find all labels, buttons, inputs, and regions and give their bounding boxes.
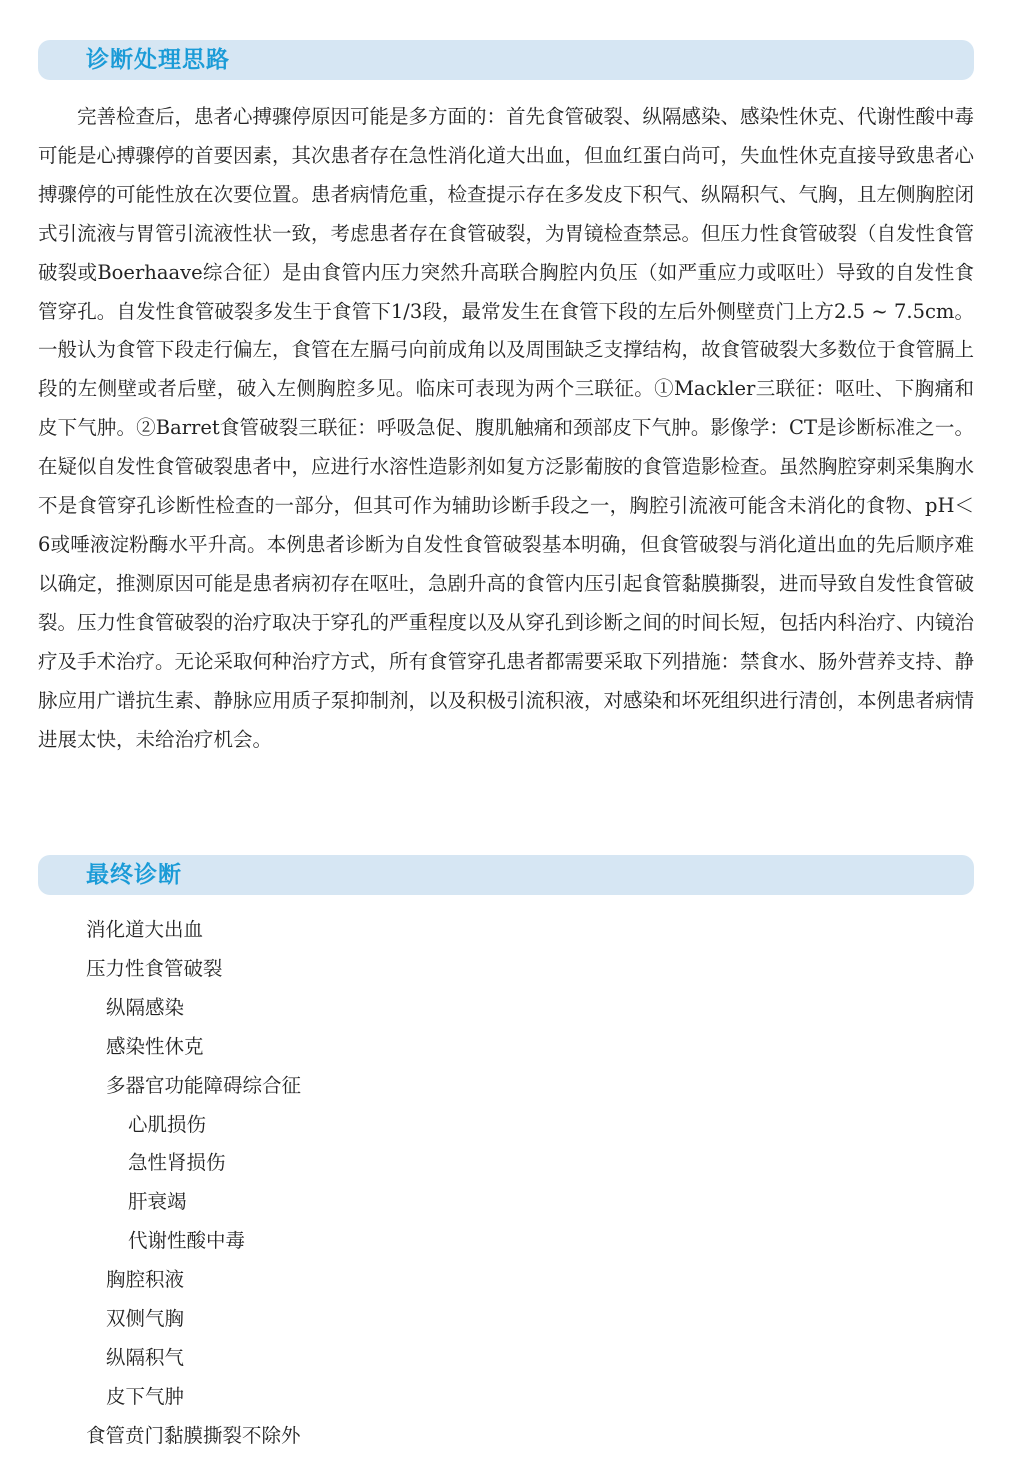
diagnosis-item: 急性肾损伤 <box>128 1151 226 1175</box>
diagnosis-item: 纵隔感染 <box>106 995 185 1019</box>
diagnosis-item: 心肌损伤 <box>128 1112 207 1136</box>
diagnosis-item: 压力性食管破裂 <box>86 956 223 980</box>
diagnosis-item: 食管贲门黏膜撕裂不除外 <box>86 1423 301 1447</box>
final-diagnosis-list <box>0 911 301 1456</box>
diagnosis-item: 代谢性酸中毒 <box>128 1229 246 1253</box>
diagnosis-item: 多器官功能障碍综合征 <box>106 1073 302 1097</box>
diagnosis-item: 双侧气胸 <box>106 1307 185 1331</box>
section-header-final-diagnosis <box>38 855 974 895</box>
diagnosis-item: 纵隔积气 <box>106 1345 185 1369</box>
diagnosis-item: 肝衰竭 <box>128 1190 187 1214</box>
diagnosis-item: 感染性休克 <box>106 1034 204 1058</box>
section-title: 诊断处理思路 <box>86 47 230 73</box>
analysis-paragraph: 完善检查后，患者心搏骤停原因可能是多方面的：首先食管破裂、纵隔感染、感染性休克、代谢性酸中毒可能是心搏骤停的首要因素，其次患者存在急性消化道大出血，但血红蛋白尚可，失血性休克直接导致患者心搏骤停的可能性放在次要位置。患者病情危重，检查提示存在多发皮下积气、纵隔积气、气胸，且左侧胸腔闭式引流液与胃管引流液性状一致，考虑患者存在食管破裂，为胃镜检查禁忌。但压力性食管破裂（自发性食管破裂或Boerhaave综合征）是由食管内压力突然升高联合胸腔内负压（如严重应力或呕吐）导致的自发性食管穿孔。自发性食管破裂多发生于食管下1/3段，最常发生在食管下段的左后外侧壁贲门上方2.5 ~ 7.5cm。一般认为食管下段走行偏左，食管在左膈弓向前成角以及周围缺乏支撑结构，故食管破裂大多数位于食管膈上段的左侧壁或者后壁，破入左侧胸腔多见。临床可表现为两个三联征。①Mackler三联征：呕吐、下胸痛和皮下气肿。②Barret食管破裂三联征：呼吸急促、腹肌触痛和颈部皮下气肿。影像学：CT是诊断标准之一。在疑似自发性食管破裂患者中，应进行水溶性造影剂如复方泛影葡胺的食管造影检查。虽然胸腔穿刺采集胸水不是食管穿孔诊断性检查的一部分，但其可作为辅助诊断手段之一，胸腔引流液可能含未消化的食物、pH＜6或唾液淀粉酶水平升高。本例患者诊断为自发性食管破裂基本明确，但食管破裂与消化道出血的先后顺序难以确定，推测原因可能是患者病初存在呕吐，急剧升高的食管内压引起食管黏膜撕裂，进而导致自发性食管破裂。压力性食管破裂的治疗取决于穿孔的严重程度以及从穿孔到诊断之间的时间长短，包括内科治疗、内镜治疗及手术治疗。无论采取何种治疗方式，所有食管穿孔患者都需要采取下列措施：禁食水、肠外营养支持、静脉应用广谱抗生素、静脉应用质子泵抑制剂，以及积极引流积液，对感染和坏死组织进行清创，本例患者病情进展太快，未给治疗机会。 <box>38 105 975 751</box>
diagnosis-item: 胸腔积液 <box>106 1268 185 1292</box>
section-header-diagnosis-approach <box>38 40 974 80</box>
diagnosis-item: 皮下气肿 <box>106 1384 185 1408</box>
diagnosis-item: 消化道大出血 <box>86 918 204 941</box>
section-title: 最终诊断 <box>86 862 182 888</box>
